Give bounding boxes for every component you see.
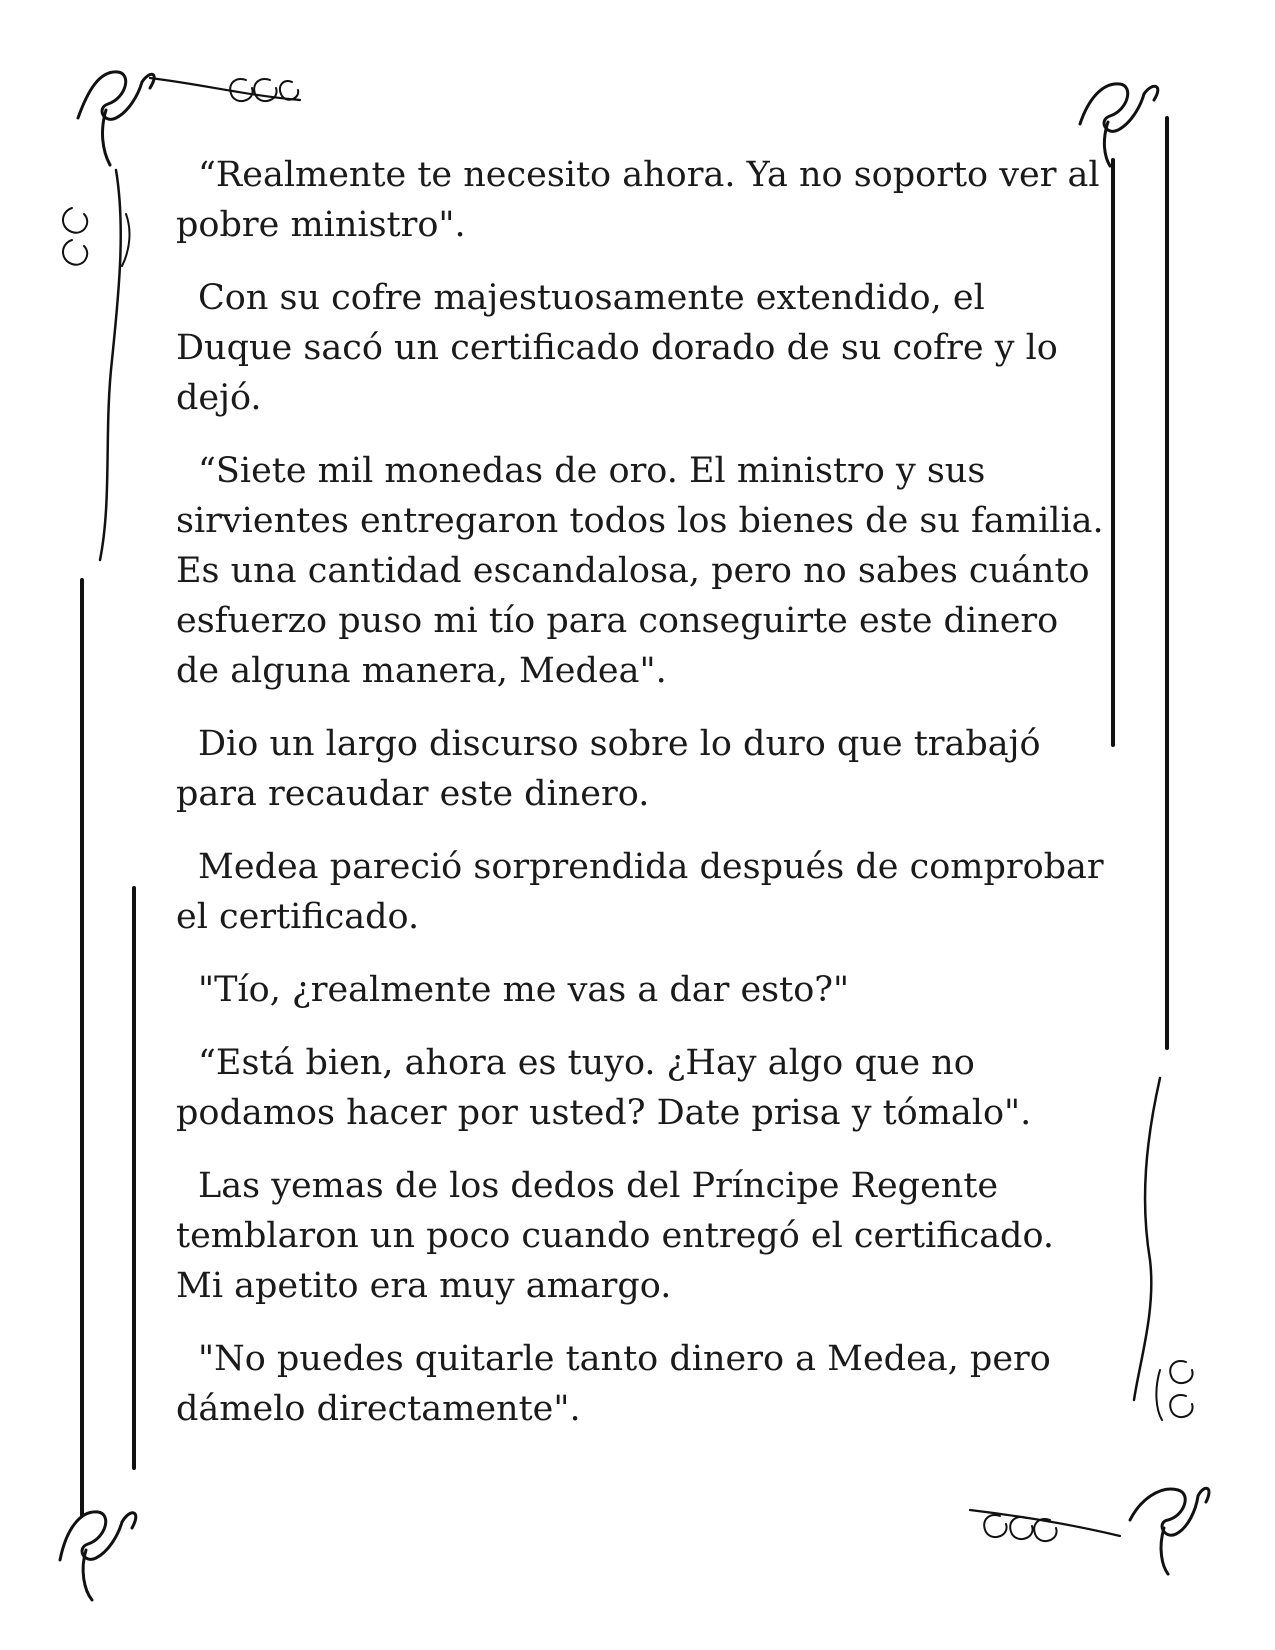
paragraph: “Está bien, ahora es tuyo. ¿Hay algo que no podamos hacer por usted? Date prisa y tómalo".	[176, 1043, 1032, 1133]
body-text	[176, 150, 1106, 1457]
paragraph: "No puedes quitarle tanto dinero a Medea, pero dámelo directamente".	[176, 1339, 1051, 1429]
paragraph: Con su cofre majestuosamente extendido, el Duque sacó un certificado dorado de su cofre y lo dejó.	[176, 278, 1058, 418]
paragraph: Dio un largo discurso sobre lo duro que trabajó para recaudar este dinero.	[176, 724, 1041, 814]
paragraph: “Realmente te necesito ahora. Ya no soporto ver al pobre ministro".	[176, 155, 1100, 245]
paragraph: Medea pareció sorprendida después de comprobar el certificado.	[176, 847, 1104, 937]
paragraph: "Tío, ¿realmente me vas a dar esto?"	[198, 970, 850, 1010]
paragraph: “Siete mil monedas de oro. El ministro y sus sirvientes entregaron todos los bienes de su familia. Es una cantidad escandalosa, pero no sabes cuánto esfuerzo puso mi tío para conseguirte este dinero de alguna manera, Medea".	[176, 451, 1104, 691]
bottom-left-flourish-icon	[60, 1512, 136, 1600]
paragraph: Las yemas de los dedos del Príncipe Regente temblaron un poco cuando entregó el certificado. Mi apetito era muy amargo.	[176, 1166, 1055, 1306]
